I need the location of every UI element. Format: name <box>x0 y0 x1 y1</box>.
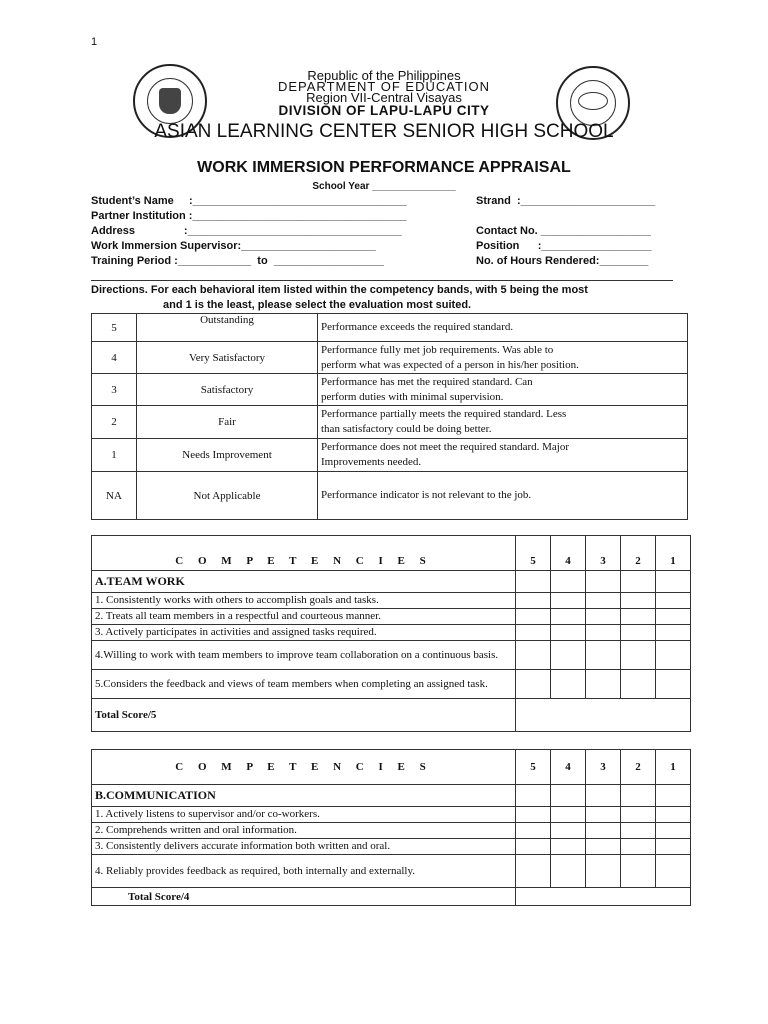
table-row <box>92 855 691 888</box>
rating-cell[interactable] <box>516 609 551 625</box>
student-name-field[interactable]: Student’s Name :___________________________________ <box>91 195 407 207</box>
partner-institution-field[interactable]: Partner Institution :___________________________________ <box>91 210 407 222</box>
total-score-label: Total Score/4 <box>92 888 516 906</box>
band-label: Very Satisfactory <box>137 342 318 374</box>
section-title: B.COMMUNICATION <box>92 785 516 807</box>
rating-cell[interactable] <box>551 670 586 699</box>
table-row <box>92 823 691 839</box>
page-number: 1 <box>91 36 98 48</box>
header-row <box>92 536 691 571</box>
scale-3: 3 <box>586 750 621 785</box>
rating-cell[interactable] <box>656 823 691 839</box>
rating-cell[interactable] <box>586 641 621 670</box>
rating-bands-table <box>91 313 688 520</box>
form-title: WORK IMMERSION PERFORMANCE APPRAISAL <box>197 159 571 176</box>
band-row <box>92 342 688 374</box>
total-row <box>92 888 691 906</box>
table-row <box>92 593 691 609</box>
item-text: 3. Consistently delivers accurate information both written and oral. <box>92 839 516 855</box>
competencies-heading: C O M P E T E N C I E S <box>92 536 516 571</box>
band-row <box>92 406 688 439</box>
divider <box>91 280 673 281</box>
scale-1: 1 <box>656 536 691 571</box>
rating-cell[interactable] <box>516 625 551 641</box>
directions-line2: and 1 is the least, please select the evaluation most suited. <box>163 299 472 311</box>
rating-cell[interactable] <box>551 855 586 888</box>
item-text: 5.Considers the feedback and views of team members when completing an assigned task. <box>92 670 516 699</box>
scale-5: 5 <box>516 536 551 571</box>
rating-cell[interactable] <box>656 670 691 699</box>
table-row <box>92 670 691 699</box>
rating-cell[interactable] <box>551 641 586 670</box>
rating-cell[interactable] <box>656 625 691 641</box>
scale-4: 4 <box>551 536 586 571</box>
rating-cell[interactable] <box>656 641 691 670</box>
scale-2: 2 <box>621 750 656 785</box>
band-score: 4 <box>92 342 137 374</box>
band-desc: Performance indicator is not relevant to the job. <box>318 472 688 520</box>
rating-cell[interactable] <box>621 670 656 699</box>
band-score: 1 <box>92 439 137 472</box>
rating-cell[interactable] <box>551 839 586 855</box>
band-score: 5 <box>92 314 137 342</box>
directions-line1: For each behavioral item listed within the competency bands, with 5 being the most <box>147 284 588 296</box>
rating-cell[interactable] <box>516 593 551 609</box>
rating-cell[interactable] <box>656 609 691 625</box>
rating-cell[interactable] <box>551 593 586 609</box>
header-row <box>92 750 691 785</box>
band-row <box>92 374 688 406</box>
band-label: Fair <box>137 406 318 439</box>
training-period-field[interactable]: Training Period :____________ to __________________ <box>91 255 384 267</box>
rating-cell[interactable] <box>516 641 551 670</box>
rating-cell[interactable] <box>551 823 586 839</box>
total-score-cell[interactable] <box>516 888 691 906</box>
rating-cell[interactable] <box>516 670 551 699</box>
band-score: 3 <box>92 374 137 406</box>
scale-5: 5 <box>516 750 551 785</box>
rating-cell[interactable] <box>656 593 691 609</box>
scale-3: 3 <box>586 536 621 571</box>
rating-cell[interactable] <box>621 593 656 609</box>
team-work-table <box>91 535 691 732</box>
item-text: 1. Actively listens to supervisor and/or co-workers. <box>92 807 516 823</box>
section-row <box>92 785 691 807</box>
rating-cell[interactable] <box>516 839 551 855</box>
band-row <box>92 314 688 342</box>
rating-cell[interactable] <box>621 807 656 823</box>
rating-cell[interactable] <box>621 625 656 641</box>
address-field[interactable]: Address :___________________________________ <box>91 225 402 237</box>
rating-cell[interactable] <box>516 807 551 823</box>
hours-rendered-field[interactable]: No. of Hours Rendered:________ <box>476 255 649 267</box>
table-row <box>92 807 691 823</box>
rating-cell[interactable] <box>516 855 551 888</box>
item-text: 2. Treats all team members in a respectful and courteous manner. <box>92 609 516 625</box>
rating-cell[interactable] <box>621 823 656 839</box>
communication-table <box>91 749 691 906</box>
band-desc: Performance partially meets the required standard. Less than satisfactory could be doing better. <box>318 406 688 439</box>
rating-cell[interactable] <box>656 839 691 855</box>
total-score-label: Total Score/5 <box>92 699 516 732</box>
total-score-cell[interactable] <box>516 699 691 732</box>
school-year-field[interactable]: School Year _______________ <box>312 181 456 192</box>
section-row <box>92 571 691 593</box>
school-name: ASIAN LEARNING CENTER SENIOR HIGH SCHOOL <box>154 121 614 142</box>
band-row <box>92 472 688 520</box>
republic-line: Republic of the Philippines <box>307 68 461 83</box>
rating-cell[interactable] <box>586 839 621 855</box>
scale-1: 1 <box>656 750 691 785</box>
total-row <box>92 699 691 732</box>
band-label: Satisfactory <box>137 374 318 406</box>
directions <box>91 283 681 313</box>
band-desc: Performance exceeds the required standard. <box>318 314 688 342</box>
region-line: Region VII-Central Visayas <box>306 90 462 105</box>
directions-label: Directions. <box>91 284 148 296</box>
scale-2: 2 <box>621 536 656 571</box>
supervisor-field[interactable]: Work Immersion Supervisor:______________________ <box>91 240 376 252</box>
band-label: Outstanding <box>137 314 318 342</box>
table-row <box>92 641 691 670</box>
rating-cell[interactable] <box>551 625 586 641</box>
rating-cell[interactable] <box>516 823 551 839</box>
band-row <box>92 439 688 472</box>
position-field[interactable]: Position :__________________ <box>476 240 652 252</box>
table-row <box>92 625 691 641</box>
band-desc: Performance has met the required standard. Can perform duties with minimal supervision. <box>318 374 688 406</box>
strand-field[interactable]: Strand :______________________ <box>476 195 656 207</box>
band-desc: Performance does not meet the required standard. Major Improvements needed. <box>318 439 688 472</box>
item-text: 3. Actively participates in activities and assigned tasks required. <box>92 625 516 641</box>
band-desc: Performance fully met job requirements. Was able to perform what was expected of a person in his/her position. <box>318 342 688 374</box>
rating-cell[interactable] <box>656 807 691 823</box>
contact-field[interactable]: Contact No. __________________ <box>476 225 651 237</box>
band-label: Needs Improvement <box>137 439 318 472</box>
band-score: 2 <box>92 406 137 439</box>
rating-cell[interactable] <box>586 625 621 641</box>
rating-cell[interactable] <box>586 807 621 823</box>
competencies-heading: C O M P E T E N C I E S <box>92 750 516 785</box>
rating-cell[interactable] <box>621 641 656 670</box>
rating-cell[interactable] <box>621 855 656 888</box>
rating-cell[interactable] <box>586 855 621 888</box>
rating-cell[interactable] <box>621 839 656 855</box>
department-line: DEPARTMENT OF EDUCATION <box>278 79 490 94</box>
rating-cell[interactable] <box>586 609 621 625</box>
band-label: Not Applicable <box>137 472 318 520</box>
item-text: 2. Comprehends written and oral information. <box>92 823 516 839</box>
table-row <box>92 609 691 625</box>
rating-cell[interactable] <box>586 823 621 839</box>
item-text: 4.Willing to work with team members to improve team collaboration on a continuous basis. <box>92 641 516 670</box>
band-score: NA <box>92 472 137 520</box>
scale-4: 4 <box>551 750 586 785</box>
rating-cell[interactable] <box>551 807 586 823</box>
rating-cell[interactable] <box>586 593 621 609</box>
division-line: DIVISION OF LAPU-LAPU CITY <box>278 103 490 118</box>
rating-cell[interactable] <box>586 670 621 699</box>
rating-cell[interactable] <box>551 609 586 625</box>
section-title: A.TEAM WORK <box>92 571 516 593</box>
rating-cell[interactable] <box>621 609 656 625</box>
item-text: 4. Reliably provides feedback as required, both internally and externally. <box>92 855 516 888</box>
table-row <box>92 839 691 855</box>
item-text: 1. Consistently works with others to accomplish goals and tasks. <box>92 593 516 609</box>
rating-cell[interactable] <box>656 855 691 888</box>
